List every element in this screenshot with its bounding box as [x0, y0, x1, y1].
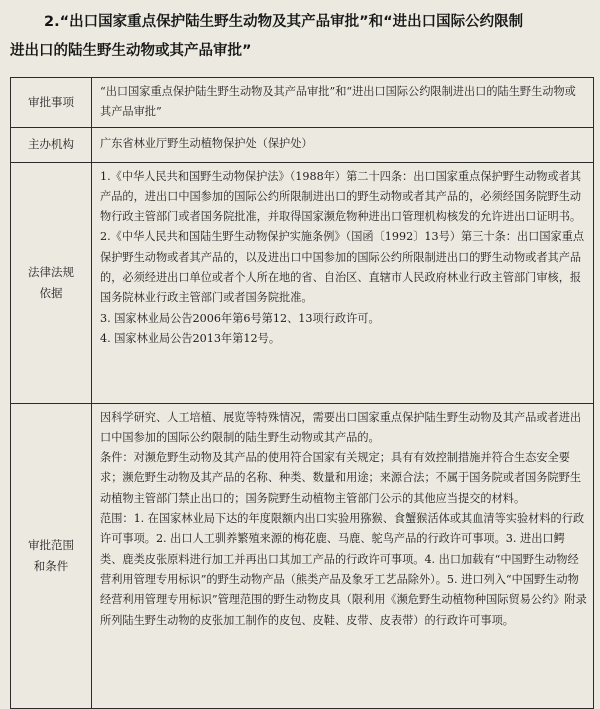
approval-item-label: 审批事项 [11, 78, 92, 128]
legal-basis-item-4: 4. 国家林业局公告2013年第12号。 [100, 331, 281, 345]
legal-basis-item-2: 2.《中华人民共和国陆生野生动物保护实施条例》（国函〔1992〕13号）第三十条：出口国家重点保护野生动物或者其产品的，以及进出口中国参加的国际公约所限制进出口的野生动物或者其产品的，必须经进出口单位或者个人所在地的省、自治区、直辖市人民政府林业行政主管部门审核，报国务院林业行政主管部门或者国务院批准。 [100, 230, 585, 305]
legal-basis-label-line-2: 依据 [39, 285, 63, 300]
heading-line-2: 进出口的陆生野生动物或其产品审批” [10, 43, 252, 59]
approval-info-table [10, 77, 594, 709]
table-row [11, 127, 594, 162]
scope-content [92, 403, 594, 708]
table-row [11, 403, 594, 708]
scope-intro: 因科学研究、人工培植、展览等特殊情况，需要出口国家重点保护陆生野生动物及其产品或者进出口中国参加的国际公约限制的陆生野生动物或其产品的。 [100, 410, 582, 444]
scope-range: 范围：1. 在国家林业局下达的年度限额内出口实验用猕猴、食蟹猴活体或其血清等实验材料的行政许可事项。2. 出口人工驯养繁殖来源的梅花鹿、马鹿、鸵鸟产品的行政许可事项。3. 进出口鳄类、鹿类皮张原料进行加工并再出口其加工产品的行政许可事项。4. 出口加载有“中国野生动物经营利用管理专用标识”的野生动物产品（熊类产品及象牙工艺品除外）。5. 进口列入“中国野生动物经营利用管理专用标识”管理范围的野生动物皮具（限利用《濒危野生动植物种国际贸易公约》附录所列陆生野生动物的皮张加工制作的皮包、皮鞋、皮带、皮表带）的行政许可事项。 [100, 512, 587, 627]
scope-label [11, 403, 92, 708]
scope-label-line-1: 审批范围 [28, 537, 74, 552]
organizer-label: 主办机构 [11, 127, 92, 162]
organizer-value: 广东省林业厅野生动植物保护处（保护处） [92, 127, 594, 162]
legal-basis-label [11, 162, 92, 403]
section-heading [10, 8, 592, 66]
legal-basis-content [92, 162, 594, 403]
heading-line-1: 2.“出口国家重点保护陆生野生动物及其产品审批”和“进出口国际公约限制 [44, 14, 524, 30]
scope-conditions: 条件：对濒危野生动物及其产品的使用符合国家有关规定；具有有效控制措施并符合生态安全要求；濒危野生动物及其产品的名称、种类、数量和用途；来源合法；不属于国务院或者国务院野生动植物主管部门禁止出口的；国务院野生动植物主管部门公示的其他应当提交的材料。 [100, 451, 582, 505]
table-row [11, 162, 594, 403]
legal-basis-item-3: 3. 国家林业局公告2006年第6号第12、13项行政许可。 [100, 311, 380, 325]
legal-basis-label-line-1: 法律法规 [28, 264, 74, 279]
approval-item-value: “出口国家重点保护陆生野生动物及其产品审批”和“进出口国际公约限制进出口的陆生野生动物或其产品审批” [92, 78, 594, 128]
scope-label-line-2: 和条件 [33, 558, 69, 573]
table-row [11, 78, 594, 128]
legal-basis-item-1: 1.《中华人民共和国野生动物保护法》（1988年）第二十四条：出口国家重点保护野生动物或者其产品的，进出口中国参加的国际公约所限制进出口的野生动物或者其产品的，必须经国务院野生动物行政主管部门或者国务院批准，并取得国家濒危物种进出口管理机构核发的允许进出口证明书。 [100, 169, 582, 224]
